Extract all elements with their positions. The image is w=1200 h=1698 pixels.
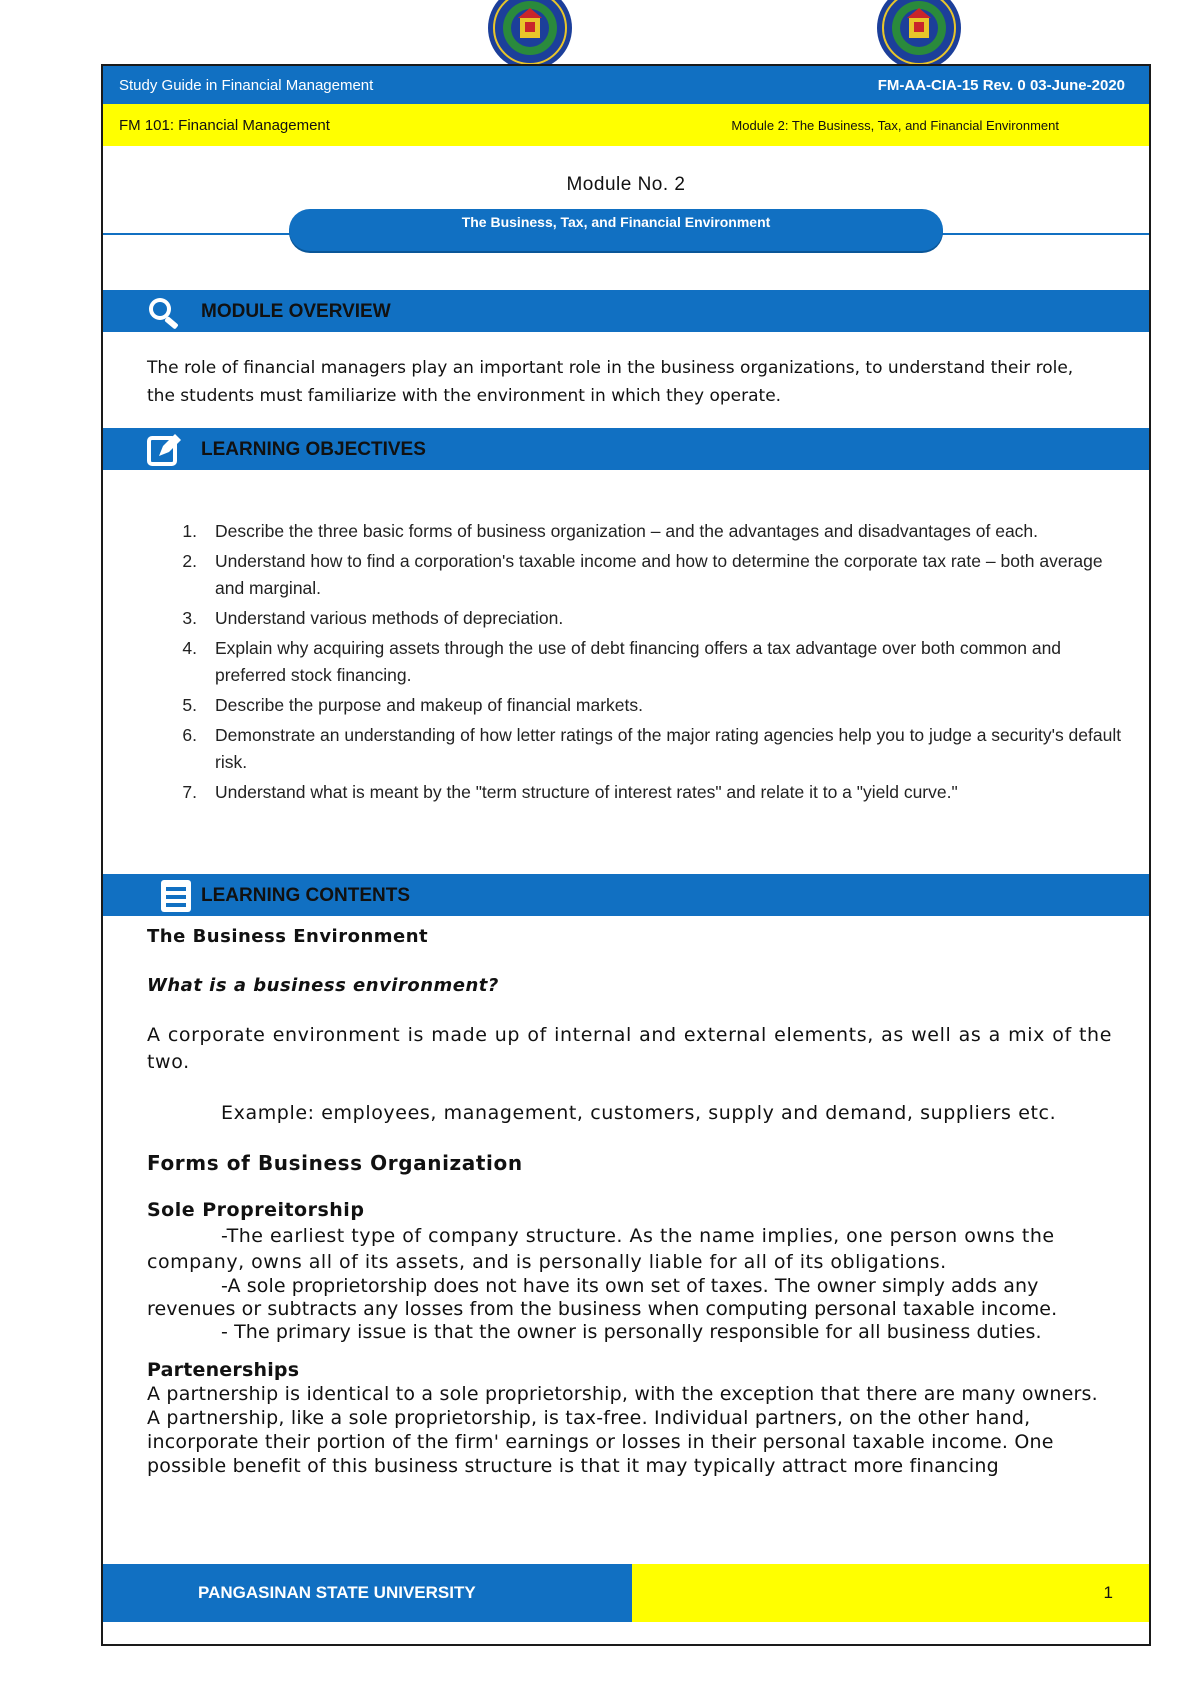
list-item: 7. Understand what is meant by the "term structure of interest rates" and relate it to a "yield curve." (182, 782, 958, 802)
university-seal-icon (873, 0, 965, 66)
university-name: PANGASINAN STATE UNIVERSITY (103, 1564, 632, 1622)
sole-proprietorship-heading: Sole Propreitorship (147, 1199, 365, 1221)
definition-text: A corporate environment is made up of internal and external elements, as well as a mix of the two. (147, 1024, 1112, 1073)
list-item: 4. Explain why acquiring assets through the use of debt financing offers a tax advantage over both common and preferred stock financing. (182, 638, 1062, 685)
study-guide-title: Study Guide in Financial Management (119, 76, 374, 94)
sole-paragraph: -A sole proprietorship does not have its own set of taxes. The owner simply adds any revenues or subtracts any losses from the business when computing personal taxable income. (147, 1275, 1058, 1320)
learning-contents-bar (103, 874, 1149, 916)
module-number: Module No. 2 (566, 174, 686, 195)
university-seal-icon (484, 0, 576, 66)
list-item: 1. Describe the three basic forms of business organization – and the advantages and disadvantages of each. (182, 521, 1039, 541)
page-number: 1 (632, 1564, 1149, 1622)
module-overview-title: MODULE OVERVIEW (201, 301, 391, 322)
list-item: 2. Understand how to find a corporation's taxable income and how to determine the corporate tax rate – both average and marginal. (182, 551, 1103, 598)
learning-objectives-title: LEARNING OBJECTIVES (201, 439, 426, 460)
learning-contents-body (147, 926, 1112, 1478)
edit-icon (143, 432, 185, 468)
page-frame (101, 64, 1151, 1646)
sole-paragraph: - The primary issue is that the owner is personally responsible for all business duties. (221, 1321, 1042, 1343)
example-text: Example: employees, management, customers, supply and demand, suppliers etc. (221, 1102, 1057, 1124)
list-item: 3. Understand various methods of depreciation. (182, 608, 564, 628)
sole-proprietorship-section (147, 1197, 1112, 1344)
overview-text: The role of financial managers play an important role in the business organizations, to understand their role, the students must familiarize with the environment in which they operate. (147, 358, 1074, 406)
partnership-section (147, 1358, 1112, 1478)
header-top-bar (103, 66, 1149, 104)
document-icon (155, 878, 197, 914)
content-heading: The Business Environment (147, 926, 429, 947)
partnership-heading: Partenerships (147, 1359, 300, 1381)
document-code: FM-AA-CIA-15 Rev. 0 03-June-2020 (877, 76, 1125, 94)
module-overview-bar (103, 290, 1149, 332)
magnifier-icon (143, 294, 185, 330)
objectives-list (173, 518, 1123, 809)
sole-paragraph: -The earliest type of company structure. As the name implies, one person owns the company, owns all of its assets, and is personally liable for all of its obligations. (147, 1225, 1055, 1273)
module-reference: Module 2: The Business, Tax, and Financial Environment (731, 117, 1059, 133)
module-title-banner: The Business, Tax, and Financial Environment (289, 209, 943, 251)
forms-heading: Forms of Business Organization (147, 1151, 523, 1175)
learning-objectives-bar (103, 428, 1149, 470)
page-footer (103, 1564, 1149, 1622)
list-item: 5. Describe the purpose and makeup of financial markets. (182, 695, 644, 715)
course-title: FM 101: Financial Management (119, 116, 330, 134)
partnership-text: A partnership is identical to a sole proprietorship, with the exception that there are many owners. A partnership, like a sole proprietorship, is tax-free. Individual partners, on the other hand, incorporate their portion of the firm' earnings or losses in their personal taxable income. One possible benefit of this business structure is that it may typically attract more financing (147, 1383, 1098, 1477)
learning-contents-title: LEARNING CONTENTS (201, 885, 410, 906)
list-item: 6. Demonstrate an understanding of how letter ratings of the major rating agencies help you to judge a security's default risk. (182, 725, 1122, 772)
content-question: What is a business environment? (147, 975, 499, 996)
header-course-bar (103, 104, 1149, 146)
